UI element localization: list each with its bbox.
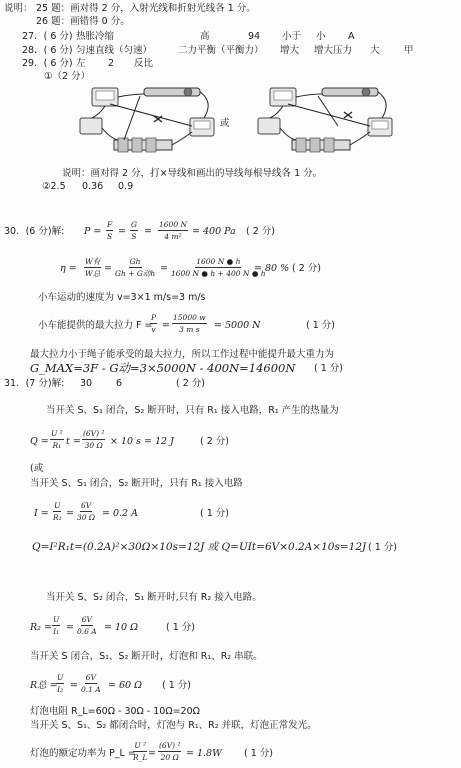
q31-heat-rest: × 10 s = 12 J — [110, 436, 174, 447]
q28-answer-e: 大 — [370, 45, 380, 56]
q27-number: 27．( 6 分) — [22, 31, 73, 42]
q30-max-gravity-score: ( 1 分) — [314, 363, 343, 374]
circuit-diagram-left — [80, 82, 226, 164]
q31-power-score: ( 1 分) — [244, 748, 273, 759]
q27-answer-c: 94 — [248, 31, 261, 42]
q28-answer-b: 二力平衡（平衡力） — [178, 45, 264, 56]
q31-r2-result: = 10 Ω — [104, 622, 138, 633]
q30-number: 30．(6 分)解: — [4, 226, 65, 237]
q29-part1-label: ①（2 分） — [44, 71, 91, 82]
q29-part2-label: ②2.5 — [42, 181, 66, 192]
q28-answer-d: 增大压力 — [314, 45, 353, 56]
q31-heat-score: ( 2 分) — [200, 436, 229, 447]
q27-answer-e: 小 — [316, 31, 326, 42]
q31-total-fraction-2: $\frac{6V}{0.1 A}$ — [81, 673, 101, 694]
q31-total-fraction-1: $\frac{U}{\text{I₂}}$ — [57, 673, 64, 694]
figure-or: 或 — [220, 118, 230, 129]
q31-r2-fraction-1: $\frac{U}{\text{I₁}}$ — [53, 615, 60, 636]
q30-efficiency-score: ( 2 分) — [292, 263, 321, 274]
q27-answer-d: 小于 — [282, 31, 302, 42]
q31-heat-fraction-2: $\frac{\text{(6V) ²}}{30 \Omega}$ — [83, 429, 105, 450]
q31-power-fraction-2: $\frac{\text{(6V) ²}}{20 \Omega}$ — [159, 741, 181, 762]
q31-number: 31．(7 分)解: — [4, 378, 65, 389]
q28-number: 28．( 6 分) — [22, 45, 73, 56]
q31-value-2: 6 — [116, 378, 123, 389]
q31-current-fraction-1: $\frac{U}{\text{R₁}}$ — [53, 501, 62, 522]
equals-sign: = — [160, 263, 168, 274]
q31-total-score: ( 1 分) — [162, 680, 191, 691]
q30-speed: 小车运动的速度为 v=3×1 m/s=3 m/s — [38, 292, 206, 303]
q31-power-result: = 1.8W — [186, 748, 222, 759]
q30-pressure-result: = 400 Pa — [192, 226, 236, 237]
q31-current-score: ( 1 分) — [200, 508, 229, 519]
q30-efficiency-fraction-1: W有 W总 — [85, 257, 101, 278]
q31-value-1: 30 — [80, 378, 93, 389]
q30-max-gravity: G_MAX=3F - G动=3×5000N - 400N=14600N — [30, 361, 296, 375]
q30-efficiency-fraction-2: Gh Gh + G动h — [115, 257, 156, 278]
equals-sign: = — [118, 226, 126, 237]
q31-power-eq: = — [148, 748, 156, 759]
q31-heat-alternative-score: ( 1 分) — [368, 542, 397, 553]
q31-r2-fraction-2: $\frac{6V}{0.6 A}$ — [77, 615, 97, 636]
q31-total-result: = 60 Ω — [108, 680, 142, 691]
q31-heat-t: t = — [66, 436, 81, 447]
q31-total-lhs: R总 = — [30, 680, 58, 691]
q27-answer-a: 热胀冷缩 — [76, 31, 115, 42]
q30-efficiency-lhs: η = — [60, 263, 77, 274]
q30-conclusion: 最大拉力小于绳子能承受的最大拉力，所以工作过程中能提升最大重力为 — [30, 349, 335, 360]
q30-force-result: = 5000 N — [214, 320, 261, 331]
q31-condition-4: 当开关 S 闭合，S₁、S₂ 断开时，灯泡和 R₁、R₂ 串联。 — [30, 651, 263, 662]
q29-answer-a: 左 — [76, 58, 86, 69]
q31-lamp-resistance: 灯泡电阻 R_L=60Ω - 30Ω - 10Ω=20Ω — [30, 706, 200, 717]
q31-heat-fraction-1: $\frac{\text{U ²}}{\text{R₁}}$ — [51, 429, 63, 450]
note-label: 说明： — [4, 3, 33, 14]
circuit-diagram-right — [258, 82, 404, 164]
q26-note: 26 题：画错得 0 分。 — [36, 16, 130, 27]
q30-pressure-fraction-2: $\frac{G}{S}$ — [131, 220, 137, 241]
q31-r2-score: ( 1 分) — [166, 622, 195, 633]
q31-condition-5: 当开关 S、S₁、S₂ 都闭合时，灯泡与 R₁、R₂ 并联，灯泡正常发光。 — [30, 720, 317, 731]
q30-force-score: ( 1 分) — [306, 320, 335, 331]
q31-condition-3: 当开关 S、S₂ 闭合，S₁ 断开时,只有 R₂ 接入电路。 — [46, 592, 262, 603]
q30-efficiency-result: = 80 % — [254, 263, 290, 274]
q31-r2-lhs: R₂ = — [30, 622, 52, 633]
q30-force-text: 小车能提供的最大拉力 F = — [38, 320, 153, 331]
equals-sign: = — [104, 263, 112, 274]
q31-heat-alternative: Q=I²R₁t=(0.2A)²×30Ω×10s=12J 或 Q=UIt=6V×0.2A×10s=12J — [32, 541, 367, 553]
q31-r2-eq: = — [66, 622, 74, 633]
equals-sign: = — [144, 226, 152, 237]
q30-pressure-score: ( 2 分) — [246, 226, 275, 237]
q29-part2-value2: 0.9 — [118, 181, 134, 192]
q29-answer-b: 2 — [108, 58, 115, 69]
q31-current-fraction-2: $\frac{6V}{30 \Omega}$ — [77, 501, 96, 522]
q31-power-fraction-1: $\frac{\text{U ²}}{R\_L}$ — [133, 741, 148, 762]
q29-figure-note: 说明：画对得 2 分，打×导线和画出的导线每根导线各 1 分。 — [62, 168, 323, 179]
q31-total-eq: = — [70, 680, 78, 691]
q30-efficiency-fraction-3: $\frac{1600 N ● h}{1600 N ● h + 400 N ● h}$ — [171, 257, 266, 278]
q31-condition-2: 当开关 S、S₁ 闭合，S₂ 断开时，只有 R₁ 接入电路 — [30, 478, 243, 489]
q31-alternative-open: (或 — [30, 463, 44, 474]
q29-answer-c: 反比 — [134, 58, 154, 69]
q31-power-text: 灯泡的额定功率为 P_L = — [30, 748, 136, 759]
equals-sign: = — [162, 320, 170, 331]
q30-pressure-fraction-3: $\frac{1600 N}{\text{4 m²}}$ — [159, 220, 188, 241]
q28-answer-a: 匀速直线（匀速） — [76, 45, 153, 56]
q30-pressure-lhs: P = — [84, 226, 102, 237]
q28-answer-f: 甲 — [404, 45, 414, 56]
q27-answer-f: A — [348, 31, 355, 42]
q31-score-1: ( 2 分) — [176, 378, 205, 389]
q29-part2-value1: 0.36 — [82, 181, 104, 192]
q29-number: 29．( 6 分) — [22, 58, 73, 69]
q30-pressure-fraction-1: $\frac{F}{S}$ — [107, 220, 113, 241]
q25-note: 25 题：画对得 2 分，入射光线和折射光线各 1 分。 — [36, 3, 256, 14]
q31-condition-1: 当开关 S、S₁ 闭合，S₂ 断开时，只有 R₁ 接入电路，R₁ 产生的热量为 — [46, 405, 339, 416]
q30-force-fraction-2: $\frac{15000 w}{\text{3 m s}}$ — [173, 313, 206, 334]
q30-force-fraction-1: $\frac{P}{v}$ — [151, 313, 157, 334]
q31-current-result: = 0.2 A — [102, 508, 138, 519]
q31-heat-lhs: Q = — [30, 436, 49, 447]
q28-answer-c: 增大 — [280, 45, 300, 56]
q27-answer-b: 高 — [200, 31, 210, 42]
q31-current-eq: = — [66, 508, 74, 519]
q31-current-lhs: I = — [34, 508, 49, 519]
